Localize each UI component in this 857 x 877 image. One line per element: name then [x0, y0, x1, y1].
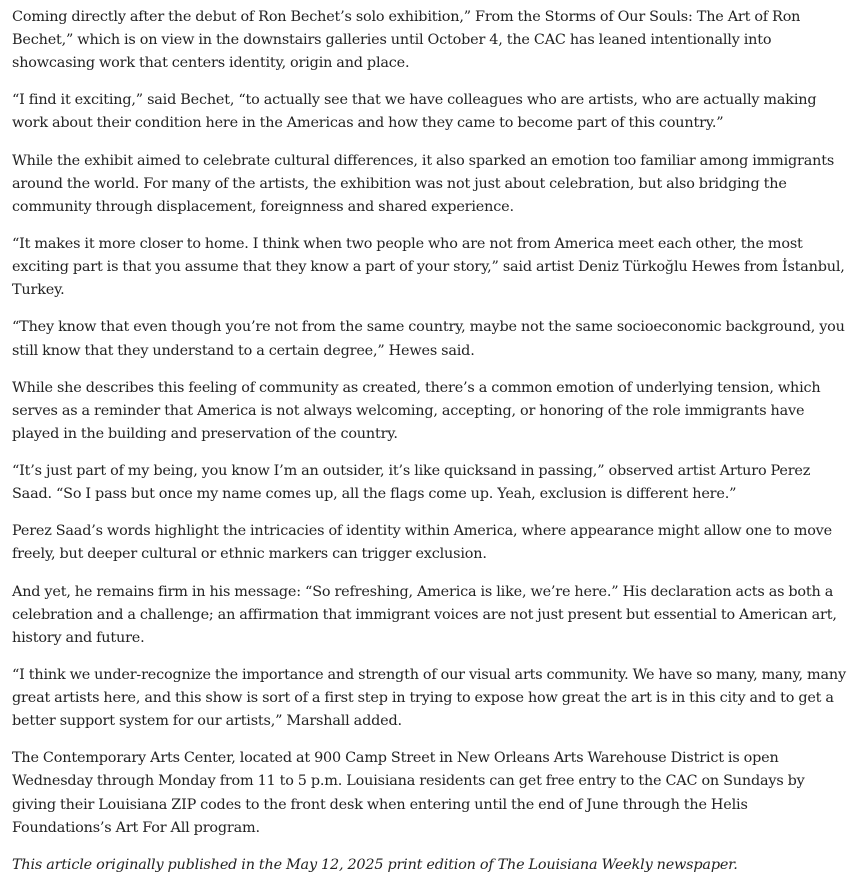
article-paragraph-8: Perez Saad’s words highlight the intricacies of identity within America, where appearance might allow one to move freely, but deeper cultural or ethnic markers can trigger exclusion. — [12, 523, 832, 563]
article-paragraph-9: And yet, he remains firm in his message: “So refreshing, America is like, we’re here.” His declaration acts as both a celebration and a challenge; an affirmation that immigrant voices are not just present but essential to American art, history and future. — [12, 583, 837, 646]
article-paragraph-1: Coming directly after the debut of Ron Bechet’s solo exhibition,” From the Storms of Our Souls: The Art of Ron Bechet,” which is on view in the downstairs galleries until October 4, the CAC has leaned intentionally into showcasing work that centers identity, origin and place. — [12, 9, 801, 72]
article-paragraph-7: “It’s just part of my being, you know I’m an outsider, it’s like quicksand in passing,” observed artist Arturo Perez Saad. “So I pass but once my name comes up, all the flags come up. Yeah, exclusion is different here.” — [12, 463, 811, 503]
article-paragraph-2: “I find it exciting,” said Bechet, “to actually see that we have colleagues who are artists, who are actually making work about their condition here in the Americas and how they came to become part of this country.” — [12, 92, 817, 132]
article-paragraph-3: While the exhibit aimed to celebrate cultural differences, it also sparked an emotion too familiar among immigrants around the world. For many of the artists, the exhibition was not just about celebration, but also bridging the community through displacement, foreignness and shared experience. — [12, 152, 835, 215]
article-paragraph-6: While she describes this feeling of community as created, there’s a common emotion of underlying tension, which serves as a reminder that America is not always welcoming, accepting, or honoring of the role immigrants have played in the building and preservation of the country. — [12, 379, 821, 442]
publication-footer-note: This article originally published in the May 12, 2025 print edition of The Louisiana Weekly newspaper. — [12, 856, 738, 873]
article-paragraph-10: “I think we under-recognize the importance and strength of our visual arts community. We have so many, many, many great artists here, and this show is sort of a first step in trying to expose how great the art is in this city and to get a better support system for our artists,” Marshall added. — [12, 667, 846, 730]
article-paragraph-5: “They know that even though you’re not from the same country, maybe not the same socioeconomic background, you still know that they understand to a certain degree,” Hewes said. — [12, 319, 845, 359]
article-paragraph-11: The Contemporary Arts Center, located at 900 Camp Street in New Orleans Arts Warehouse District is open Wednesday through Monday from 11 to 5 p.m. Louisiana residents can get free entry to the CAC on Sundays by giving their Louisiana ZIP codes to the front desk when entering until the end of June through the Helis Foundations’s Art For All program. — [12, 750, 805, 836]
article-paragraph-4: “It makes it more closer to home. I think when two people who are not from America meet each other, the most exciting part is that you assume that they know a part of your story,” said artist Deniz Türkoğlu Hewes from İstanbul, Turkey. — [12, 236, 845, 299]
